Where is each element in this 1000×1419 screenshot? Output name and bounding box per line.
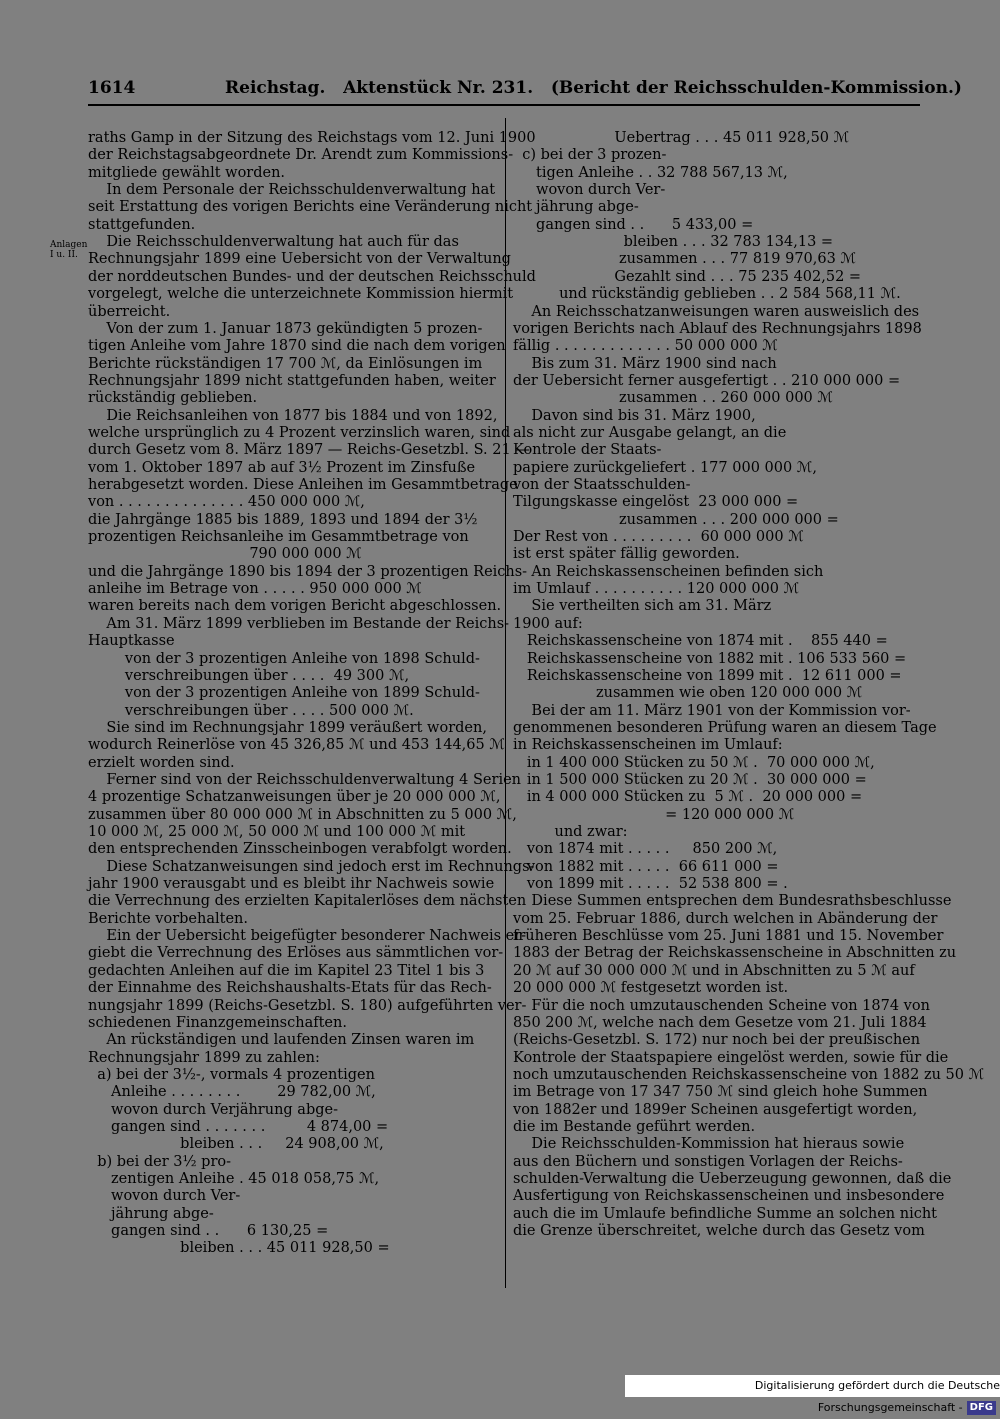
- right-column-line: 1900 auf:: [513, 615, 583, 632]
- header-rule: [88, 104, 920, 106]
- right-column-line: von der Staatsschulden-: [513, 477, 691, 493]
- left-column-line: wovon durch Verjährung abge-: [88, 1101, 338, 1118]
- right-column-line: Sie vertheilten sich am 31. März: [513, 598, 772, 615]
- left-column-line: Rechnungsjahr 1899 zu zahlen:: [88, 1049, 320, 1066]
- right-column-line: die Grenze überschreitet, welche durch das Gesetz vom: [513, 1223, 925, 1240]
- left-column-line: Am 31. März 1899 verblieben im Bestande der Reichs-: [88, 615, 510, 632]
- right-column-line: Reichskassenscheine von 1899 mit . 12 611 000 =: [513, 667, 902, 684]
- right-column-line: Kontrole der Staats-: [513, 442, 662, 459]
- right-column-line: in 4 000 000 Stücken zu 5 ℳ . 20 000 000 =: [513, 789, 863, 806]
- left-column-line: überreicht.: [88, 303, 171, 320]
- right-column-line: 850 200 ℳ, welche nach dem Gesetze vom 21. Juli 1884: [513, 1014, 927, 1031]
- left-column-line: Anleihe . . . . . . . . 29 782,00 ℳ,: [88, 1084, 376, 1101]
- left-column-line: verschreibungen über . . . . 500 000 ℳ.: [88, 702, 414, 719]
- left-column-line: gangen sind . . 6 130,25 =: [88, 1223, 329, 1240]
- right-column-line: An Reichsschatzanweisungen waren ausweislich des: [513, 303, 920, 320]
- left-column-line: gangen sind . . . . . . . 4 874,00 =: [88, 1118, 389, 1135]
- right-column-line: in 1 500 000 Stücken zu 20 ℳ . 30 000 000 =: [513, 771, 867, 788]
- page-number: 1614: [88, 78, 136, 98]
- right-column-line: genommenen besonderen Prüfung waren an diesem Tage: [513, 719, 937, 736]
- right-column-line: 1883 der Betrag der Reichskassenscheine in Abschnitten zu: [513, 945, 957, 962]
- footer-bar: [625, 1375, 1000, 1414]
- right-column-line: von 1899 mit . . . . . 52 538 800 = .: [513, 876, 788, 893]
- right-column-line: Davon sind bis 31. März 1900,: [513, 407, 756, 424]
- right-column-line: Reichskassenscheine von 1882 mit . 106 533 560 =: [513, 650, 907, 667]
- left-column-line: Die Reichsschuldenverwaltung hat auch für das: [88, 234, 459, 251]
- right-column-line: bleiben . . . 32 783 134,13 =: [513, 234, 834, 251]
- right-column-line: aus den Büchern und sonstigen Vorlagen der Reichs-: [513, 1153, 903, 1170]
- left-column-line: die Jahrgänge 1885 bis 1889, 1893 und 1894 der 3½: [88, 511, 478, 528]
- right-column-line: 20 ℳ auf 30 000 000 ℳ und in Abschnitten zu 5 ℳ auf: [513, 962, 915, 979]
- right-column-line: Bis zum 31. März 1900 sind nach: [513, 355, 777, 372]
- left-column-line: In dem Personale der Reichsschuldenverwaltung hat: [88, 182, 496, 199]
- right-column-line: der Uebersicht ferner ausgefertigt . . 210 000 000 =: [513, 372, 901, 389]
- left-column-line: raths Gamp in der Sitzung des Reichstags vom 12. Juni 1900: [88, 130, 536, 146]
- right-column-line: im Betrage von 17 347 750 ℳ sind gleich hohe Summen: [513, 1084, 928, 1101]
- right-column-line: von 1882 mit . . . . . 66 611 000 =: [513, 858, 779, 875]
- right-column-line: papiere zurückgeliefert . 177 000 000 ℳ,: [513, 459, 817, 476]
- left-column-line: von . . . . . . . . . . . . . . 450 000 000 ℳ,: [88, 494, 365, 511]
- left-column-line: zusammen über 80 000 000 ℳ in Abschnitten zu 5 000 ℳ,: [88, 806, 517, 823]
- right-column-line: c) bei der 3 prozen-: [513, 147, 667, 164]
- left-column-line: stattgefunden.: [88, 216, 196, 233]
- left-column-line: welche ursprünglich zu 4 Prozent verzinslich waren, sind: [88, 424, 511, 441]
- left-column-line: Ein der Uebersicht beigefügter besonderer Nachweis er-: [88, 928, 527, 945]
- right-column-line: auch die im Umlaufe befindliche Summe an solchen nicht: [513, 1205, 937, 1222]
- left-column-line: jährung abge-: [88, 1205, 214, 1222]
- right-column-line: fällig . . . . . . . . . . . . . 50 000 000 ℳ: [513, 338, 778, 355]
- left-column-line: von der 3 prozentigen Anleihe von 1898 Schuld-: [88, 650, 480, 667]
- right-column-line: ist erst später fällig geworden.: [513, 546, 740, 563]
- left-column-line: 4 prozentige Schatzanweisungen über je 20 000 000 ℳ,: [88, 789, 501, 806]
- left-column-line: b) bei der 3½ pro-: [88, 1153, 232, 1170]
- left-column-line: Die Reichsanleihen von 1877 bis 1884 und von 1892,: [88, 407, 498, 424]
- margin-note-2: I u. II.: [50, 250, 78, 260]
- right-column-line: noch umzutauschenden Reichskassenscheine von 1882 zu 50 ℳ: [513, 1066, 985, 1083]
- right-column-line: von 1874 mit . . . . . 850 200 ℳ,: [513, 841, 778, 858]
- right-column-line: früheren Beschlüsse vom 25. Juni 1881 und 15. November: [513, 928, 944, 945]
- left-column-line: seit Erstattung des vorigen Berichts eine Veränderung nicht: [88, 199, 533, 216]
- left-column-line: anleihe im Betrage von . . . . . 950 000 000 ℳ: [88, 581, 422, 598]
- left-column-line: rückständig geblieben.: [88, 390, 258, 407]
- right-column-line: Gezahlt sind . . . 75 235 402,52 =: [513, 268, 862, 285]
- footer-text: Digitalisierung gefördert durch die Deutsche Forschungsgemeinschaft -: [754, 1379, 1000, 1414]
- left-column-line: giebt die Verrechnung des Erlöses aus sämmtlichen vor-: [88, 945, 504, 962]
- right-column-line: Ausfertigung von Reichskassenscheinen und insbesondere: [513, 1188, 945, 1205]
- left-column-line: Diese Schatzanweisungen sind jedoch erst im Rechnungs-: [88, 858, 535, 875]
- right-column-line: An Reichskassenscheinen befinden sich: [513, 563, 824, 580]
- right-column-line: Bei der am 11. März 1901 von der Kommission vor-: [513, 702, 911, 719]
- left-column-line: der Einnahme des Reichshaushalts-Etats für das Rech-: [88, 980, 492, 997]
- left-column-line: herabgesetzt worden. Diese Anleihen im Gesammtbetrage: [88, 477, 518, 493]
- right-column-line: Kontrole der Staatspapiere eingelöst werden, sowie für die: [513, 1049, 949, 1066]
- left-column-line: bleiben . . . 24 908,00 ℳ,: [88, 1136, 384, 1153]
- right-column-line: zusammen . . . 200 000 000 =: [513, 511, 839, 528]
- right-column-line: in Reichskassenscheinen im Umlauf:: [513, 737, 783, 754]
- left-column-line: a) bei der 3½-, vormals 4 prozentigen: [88, 1066, 375, 1083]
- left-column-line: der norddeutschen Bundes- und der deutschen Reichsschuld: [88, 268, 536, 285]
- left-column-line: nungsjahr 1899 (Reichs-Gesetzbl. S. 180) aufgeführten ver-: [88, 997, 527, 1014]
- right-column-line: zusammen . . 260 000 000 ℳ: [513, 390, 833, 407]
- left-column-line: vom 1. Oktober 1897 ab auf 3½ Prozent im Zinsfuße: [88, 459, 476, 476]
- right-column-line: und zwar:: [513, 824, 628, 840]
- right-column-line: Reichskassenscheine von 1874 mit . 855 440 =: [513, 633, 888, 650]
- right-column-line: vom 25. Februar 1886, durch welchen in Abänderung der: [513, 910, 938, 927]
- left-column-line: 790 000 000 ℳ: [88, 546, 362, 563]
- left-column-line: Berichte vorbehalten.: [88, 910, 248, 927]
- left-column-line: erzielt worden sind.: [88, 754, 235, 771]
- left-column-line: Sie sind im Rechnungsjahr 1899 veräußert worden,: [88, 719, 487, 736]
- left-column-line: verschreibungen über . . . . 49 300 ℳ,: [88, 667, 410, 684]
- right-column-line: zusammen . . . 77 819 970,63 ℳ: [513, 251, 856, 268]
- left-column-line: vorgelegt, welche die unterzeichnete Kommission hiermit: [88, 286, 514, 303]
- left-column-line: tigen Anleihe vom Jahre 1870 sind die nach dem vorigen: [88, 338, 506, 355]
- left-column-line: wovon durch Ver-: [88, 1188, 241, 1205]
- left-column-line: An rückständigen und laufenden Zinsen waren im: [88, 1032, 475, 1049]
- left-column-line: von der 3 prozentigen Anleihe von 1899 Schuld-: [88, 685, 480, 702]
- running-title: Reichstag. Aktenstück Nr. 231. (Bericht der Reichsschulden-Kommission.): [225, 78, 962, 98]
- right-column-line: zusammen wie oben 120 000 000 ℳ: [513, 685, 863, 702]
- left-column-line: schiedenen Finanzgemeinschaften.: [88, 1014, 347, 1031]
- left-column-line: und die Jahrgänge 1890 bis 1894 der 3 prozentigen Reichs-: [88, 563, 528, 580]
- right-column-line: = 120 000 000 ℳ: [513, 806, 795, 823]
- left-column-line: durch Gesetz vom 8. März 1897 — Reichs-Gesetzbl. S. 21 —: [88, 442, 530, 459]
- left-column-line: jahr 1900 verausgabt und es bleibt ihr Nachweis sowie: [88, 876, 495, 893]
- left-column-line: den entsprechenden Zinsscheinbogen verabfolgt worden.: [88, 841, 512, 858]
- left-column-line: bleiben . . . 45 011 928,50 =: [88, 1240, 390, 1257]
- left-column-line: waren bereits nach dem vorigen Bericht abgeschlossen.: [88, 598, 502, 615]
- left-column-line: 10 000 ℳ, 25 000 ℳ, 50 000 ℳ und 100 000 ℳ mit: [88, 824, 466, 840]
- right-column-line: Diese Summen entsprechen dem Bundesrathsbeschlusse: [513, 893, 952, 910]
- right-column-line: schulden-Verwaltung die Ueberzeugung gewonnen, daß die: [513, 1171, 952, 1187]
- right-column-line: Uebertrag . . . 45 011 928,50 ℳ: [513, 130, 850, 146]
- left-column-line: die Verrechnung des erzielten Kapitalerlöses dem nächsten: [88, 893, 527, 910]
- margin-note-1: Anlagen: [50, 240, 88, 250]
- right-column-line: Der Rest von . . . . . . . . . 60 000 000 ℳ: [513, 529, 804, 546]
- left-column-line: mitgliede gewählt worden.: [88, 164, 286, 181]
- left-column-line: Ferner sind von der Reichsschuldenverwaltung 4 Serien: [88, 771, 522, 788]
- left-column-line: gedachten Anleihen auf die im Kapitel 23 Titel 1 bis 3: [88, 962, 485, 979]
- left-column-line: Berichte rückständigen 17 700 ℳ, da Einlösungen im: [88, 355, 483, 372]
- right-column-line: Tilgungskasse eingelöst 23 000 000 =: [513, 494, 799, 511]
- left-column-line: Hauptkasse: [88, 633, 175, 650]
- dfg-logo: DFG: [967, 1401, 996, 1415]
- left-column-line: Rechnungsjahr 1899 nicht stattgefunden haben, weiter: [88, 372, 496, 389]
- right-column-line: im Umlauf . . . . . . . . . . 120 000 000 ℳ: [513, 581, 800, 598]
- right-column-line: 20 000 000 ℳ festgesetzt worden ist.: [513, 980, 789, 997]
- right-column-line: die im Bestande geführt werden.: [513, 1118, 756, 1135]
- left-column-line: wodurch Reinerlöse von 45 326,85 ℳ und 453 144,65 ℳ: [88, 737, 505, 754]
- right-column-line: als nicht zur Ausgabe gelangt, an die: [513, 424, 787, 441]
- right-column-line: in 1 400 000 Stücken zu 50 ℳ . 70 000 000 ℳ,: [513, 754, 875, 771]
- right-column-line: Für die noch umzutauschenden Scheine von 1874 von: [513, 997, 930, 1014]
- right-column-line: Die Reichsschulden-Kommission hat hieraus sowie: [513, 1136, 905, 1153]
- right-column-line: und rückständig geblieben . . 2 584 568,11 ℳ.: [513, 286, 901, 303]
- right-column-line: jährung abge-: [513, 199, 639, 216]
- left-column-line: Von der zum 1. Januar 1873 gekündigten 5 prozen-: [88, 320, 483, 337]
- left-column-line: prozentigen Reichsanleihe im Gesammtbetrage von: [88, 529, 469, 546]
- right-column-line: von 1882er und 1899er Scheinen ausgefertigt worden,: [513, 1101, 918, 1118]
- right-column-line: wovon durch Ver-: [513, 182, 666, 199]
- left-column-line: Rechnungsjahr 1899 eine Uebersicht von der Verwaltung: [88, 251, 511, 268]
- right-column-line: (Reichs-Gesetzbl. S. 172) nur noch bei der preußischen: [513, 1032, 921, 1049]
- left-column-line: zentigen Anleihe . 45 018 058,75 ℳ,: [88, 1171, 380, 1187]
- right-column-line: vorigen Berichts nach Ablauf des Rechnungsjahrs 1898: [513, 320, 922, 337]
- right-column-line: gangen sind . . 5 433,00 =: [513, 216, 754, 233]
- left-column-line: der Reichstagsabgeordnete Dr. Arendt zum Kommissions-: [88, 147, 514, 164]
- right-column-line: tigen Anleihe . . 32 788 567,13 ℳ,: [513, 164, 788, 181]
